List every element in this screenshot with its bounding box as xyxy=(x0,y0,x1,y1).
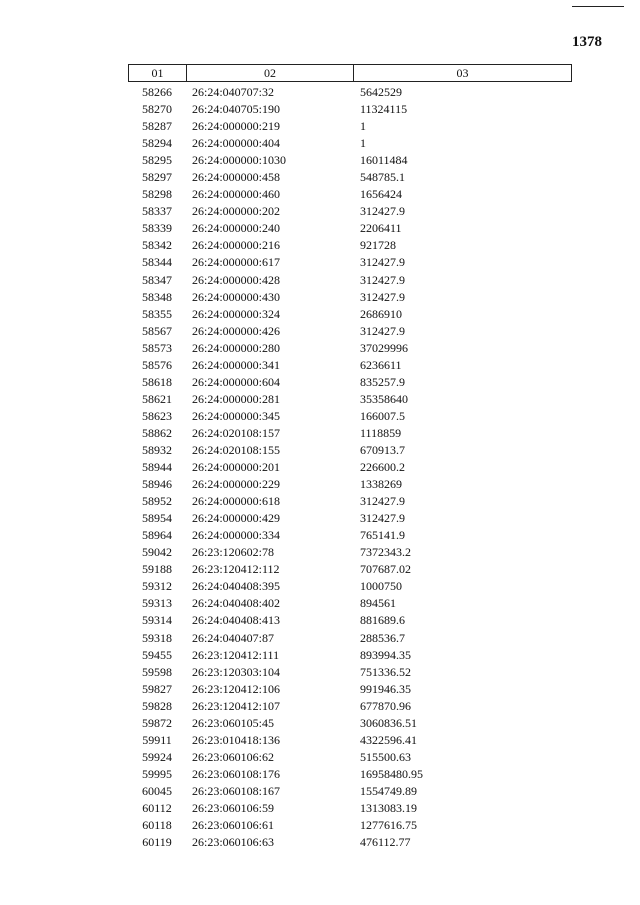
table-cell-cadastral-number: 26:23:060105:45 xyxy=(192,715,275,730)
table-cell-id: 59827 xyxy=(142,681,172,696)
table-row xyxy=(128,664,572,681)
column-header-02: 02 xyxy=(187,65,354,81)
table-cell-id: 59924 xyxy=(142,749,172,764)
column-header-01: 01 xyxy=(129,65,187,81)
table-cell-cadastral-number: 26:24:000000:617 xyxy=(192,255,281,270)
table-cell-id: 60045 xyxy=(142,783,172,798)
table-cell-value: 312427.9 xyxy=(360,204,405,219)
table-cell-cadastral-number: 26:24:000000:334 xyxy=(192,528,281,543)
table-row xyxy=(128,817,572,834)
table-cell-value: 881689.6 xyxy=(360,613,405,628)
table-row xyxy=(128,220,572,237)
table-row xyxy=(128,783,572,800)
table-row xyxy=(128,493,572,510)
table-cell-cadastral-number: 26:24:000000:1030 xyxy=(192,153,287,168)
table-cell-value: 1656424 xyxy=(360,187,402,202)
table-row xyxy=(128,374,572,391)
table-body xyxy=(128,84,572,851)
table-cell-cadastral-number: 26:24:040408:413 xyxy=(192,613,281,628)
table-cell-value: 548785.1 xyxy=(360,170,405,185)
table-row xyxy=(128,152,572,169)
top-rule xyxy=(572,6,624,7)
table-cell-cadastral-number: 26:23:060106:59 xyxy=(192,800,275,815)
table-cell-cadastral-number: 26:24:000000:280 xyxy=(192,340,281,355)
table-cell-cadastral-number: 26:24:040408:395 xyxy=(192,579,281,594)
table-row xyxy=(128,84,572,101)
table-cell-id: 59318 xyxy=(142,630,172,645)
table-cell-value: 16958480.95 xyxy=(360,766,423,781)
table-cell-id: 59598 xyxy=(142,664,172,679)
table-cell-value: 1 xyxy=(360,119,366,134)
table-cell-id: 59995 xyxy=(142,766,172,781)
table-row xyxy=(128,340,572,357)
table-cell-value: 476112.77 xyxy=(360,835,411,850)
table-cell-id: 58294 xyxy=(142,136,172,151)
table-cell-value: 921728 xyxy=(360,238,396,253)
table-cell-value: 2206411 xyxy=(360,221,402,236)
table-cell-id: 58339 xyxy=(142,221,172,236)
table-row xyxy=(128,715,572,732)
table-cell-cadastral-number: 26:24:000000:460 xyxy=(192,187,281,202)
table-cell-cadastral-number: 26:24:000000:618 xyxy=(192,494,281,509)
table-cell-value: 835257.9 xyxy=(360,374,405,389)
table-row xyxy=(128,169,572,186)
table-cell-id: 58954 xyxy=(142,511,172,526)
table-cell-id: 58342 xyxy=(142,238,172,253)
table-cell-id: 58337 xyxy=(142,204,172,219)
table-cell-cadastral-number: 26:24:000000:430 xyxy=(192,289,281,304)
table-cell-cadastral-number: 26:24:000000:201 xyxy=(192,460,281,475)
table-cell-cadastral-number: 26:23:060108:167 xyxy=(192,783,281,798)
table-cell-value: 893994.35 xyxy=(360,647,411,662)
table-cell-value: 751336.52 xyxy=(360,664,411,679)
table-cell-cadastral-number: 26:24:000000:324 xyxy=(192,306,281,321)
table-cell-cadastral-number: 26:23:120303:104 xyxy=(192,664,281,679)
table-cell-value: 7372343.2 xyxy=(360,545,411,560)
table-cell-value: 515500.63 xyxy=(360,749,411,764)
table-cell-id: 58946 xyxy=(142,477,172,492)
table-row xyxy=(128,272,572,289)
table-cell-value: 35358640 xyxy=(360,391,408,406)
table-row xyxy=(128,630,572,647)
table-cell-value: 894561 xyxy=(360,596,396,611)
table-cell-id: 59455 xyxy=(142,647,172,662)
table-cell-id: 58266 xyxy=(142,85,172,99)
table-row xyxy=(128,578,572,595)
table-cell-id: 58576 xyxy=(142,357,172,372)
table-cell-id: 58932 xyxy=(142,442,172,457)
table-row xyxy=(128,800,572,817)
table-row xyxy=(128,544,572,561)
table-cell-cadastral-number: 26:23:060106:63 xyxy=(192,835,275,850)
table-cell-cadastral-number: 26:24:000000:216 xyxy=(192,238,281,253)
table-cell-id: 59312 xyxy=(142,579,172,594)
table-cell-value: 2686910 xyxy=(360,306,402,321)
table-cell-cadastral-number: 26:24:040707:32 xyxy=(192,85,275,99)
table-row xyxy=(128,732,572,749)
table-cell-cadastral-number: 26:23:060106:61 xyxy=(192,818,275,833)
table-row xyxy=(128,186,572,203)
table-cell-value: 1554749.89 xyxy=(360,783,417,798)
table-cell-id: 58618 xyxy=(142,374,172,389)
table-row xyxy=(128,203,572,220)
table-cell-value: 226600.2 xyxy=(360,460,405,475)
table-cell-id: 58623 xyxy=(142,408,172,423)
table-cell-value: 312427.9 xyxy=(360,255,405,270)
table-row xyxy=(128,289,572,306)
table-cell-value: 670913.7 xyxy=(360,442,405,457)
table-cell-id: 58295 xyxy=(142,153,172,168)
table-cell-cadastral-number: 26:24:000000:281 xyxy=(192,391,281,406)
table-cell-value: 3060836.51 xyxy=(360,715,417,730)
table-cell-cadastral-number: 26:24:000000:341 xyxy=(192,357,281,372)
table-row xyxy=(128,612,572,629)
table-cell-cadastral-number: 26:23:060106:62 xyxy=(192,749,275,764)
table-cell-id: 58348 xyxy=(142,289,172,304)
table-cell-id: 60112 xyxy=(142,800,172,815)
table-row xyxy=(128,135,572,152)
table-cell-cadastral-number: 26:24:040705:190 xyxy=(192,102,281,117)
table-cell-value: 166007.5 xyxy=(360,408,405,423)
table-cell-cadastral-number: 26:23:120412:106 xyxy=(192,681,281,696)
table-cell-id: 58287 xyxy=(142,119,172,134)
table-cell-value: 1338269 xyxy=(360,477,402,492)
table-cell-value: 312427.9 xyxy=(360,289,405,304)
table-row xyxy=(128,698,572,715)
table-cell-id: 58964 xyxy=(142,528,172,543)
table-cell-cadastral-number: 26:24:000000:404 xyxy=(192,136,281,151)
table-cell-cadastral-number: 26:24:000000:202 xyxy=(192,204,281,219)
table-cell-cadastral-number: 26:24:000000:345 xyxy=(192,408,281,423)
table-cell-id: 58573 xyxy=(142,340,172,355)
table-row xyxy=(128,391,572,408)
table-row xyxy=(128,510,572,527)
table-cell-cadastral-number: 26:24:000000:426 xyxy=(192,323,281,338)
table-cell-value: 707687.02 xyxy=(360,562,411,577)
table-cell-value: 5642529 xyxy=(360,85,402,99)
table-cell-cadastral-number: 26:23:060108:176 xyxy=(192,766,281,781)
table-header xyxy=(128,64,572,82)
table-cell-id: 58862 xyxy=(142,425,172,440)
table-row xyxy=(128,323,572,340)
table-cell-cadastral-number: 26:24:000000:458 xyxy=(192,170,281,185)
table-cell-id: 60119 xyxy=(142,835,172,850)
table-row xyxy=(128,237,572,254)
table-cell-value: 11324115 xyxy=(360,102,408,117)
table-row xyxy=(128,459,572,476)
table-cell-value: 288536.7 xyxy=(360,630,405,645)
table-cell-value: 312427.9 xyxy=(360,272,405,287)
table-cell-cadastral-number: 26:24:040407:87 xyxy=(192,630,275,645)
page-number: 1378 xyxy=(572,34,602,50)
table-cell-id: 60118 xyxy=(142,818,172,833)
table-cell-value: 16011484 xyxy=(360,153,408,168)
table-row xyxy=(128,647,572,664)
table-cell-value: 677870.96 xyxy=(360,698,411,713)
table-cell-id: 58347 xyxy=(142,272,172,287)
table-cell-id: 58355 xyxy=(142,306,172,321)
table-cell-cadastral-number: 26:23:120602:78 xyxy=(192,545,275,560)
table-cell-id: 58944 xyxy=(142,460,172,475)
table-cell-cadastral-number: 26:24:040408:402 xyxy=(192,596,281,611)
table-row xyxy=(128,766,572,783)
table-row xyxy=(128,408,572,425)
table-row xyxy=(128,681,572,698)
table-cell-value: 1313083.19 xyxy=(360,800,417,815)
table-cell-cadastral-number: 26:24:020108:155 xyxy=(192,442,281,457)
table-row xyxy=(128,595,572,612)
table-cell-id: 59313 xyxy=(142,596,172,611)
table-cell-value: 312427.9 xyxy=(360,494,405,509)
table-cell-id: 58952 xyxy=(142,494,172,509)
column-header-03: 03 xyxy=(456,65,469,80)
table-cell-id: 58344 xyxy=(142,255,172,270)
table-cell-cadastral-number: 26:24:000000:604 xyxy=(192,374,281,389)
table-cell-cadastral-number: 26:24:000000:219 xyxy=(192,119,281,134)
table-row xyxy=(128,118,572,135)
table-cell-id: 59314 xyxy=(142,613,172,628)
table-row xyxy=(128,834,572,851)
table-row xyxy=(128,476,572,493)
table-cell-value: 1277616.75 xyxy=(360,818,417,833)
table-cell-cadastral-number: 26:23:120412:112 xyxy=(192,562,280,577)
table-row xyxy=(128,254,572,271)
table-row xyxy=(128,357,572,374)
table-cell-id: 59828 xyxy=(142,698,172,713)
table-cell-cadastral-number: 26:24:020108:157 xyxy=(192,425,281,440)
table-cell-cadastral-number: 26:23:010418:136 xyxy=(192,732,281,747)
table-cell-cadastral-number: 26:24:000000:240 xyxy=(192,221,281,236)
table-cell-id: 59911 xyxy=(142,732,172,747)
table-cell-id: 59188 xyxy=(142,562,172,577)
table-cell-value: 37029996 xyxy=(360,340,408,355)
table-cell-value: 6236611 xyxy=(360,357,402,372)
table-cell-id: 58567 xyxy=(142,323,172,338)
table-cell-value: 312427.9 xyxy=(360,511,405,526)
table-row xyxy=(128,527,572,544)
table-cell-cadastral-number: 26:24:000000:229 xyxy=(192,477,281,492)
table-row xyxy=(128,306,572,323)
table-cell-value: 765141.9 xyxy=(360,528,405,543)
table-cell-cadastral-number: 26:24:000000:429 xyxy=(192,511,281,526)
table-row xyxy=(128,442,572,459)
table-row xyxy=(128,425,572,442)
table-cell-id: 58270 xyxy=(142,102,172,117)
table-cell-value: 4322596.41 xyxy=(360,732,417,747)
table-cell-id: 59042 xyxy=(142,545,172,560)
table-cell-value: 991946.35 xyxy=(360,681,411,696)
table-cell-value: 312427.9 xyxy=(360,323,405,338)
table-cell-cadastral-number: 26:23:120412:107 xyxy=(192,698,281,713)
table-row xyxy=(128,749,572,766)
table-row xyxy=(128,101,572,118)
table-cell-id: 58298 xyxy=(142,187,172,202)
table-cell-cadastral-number: 26:23:120412:111 xyxy=(192,647,280,662)
table-row xyxy=(128,561,572,578)
table-cell-value: 1118859 xyxy=(360,425,402,440)
table-cell-id: 58621 xyxy=(142,391,172,406)
table-cell-id: 59872 xyxy=(142,715,172,730)
table-cell-value: 1000750 xyxy=(360,579,402,594)
table-cell-id: 58297 xyxy=(142,170,172,185)
table-cell-value: 1 xyxy=(360,136,366,151)
table-cell-cadastral-number: 26:24:000000:428 xyxy=(192,272,281,287)
